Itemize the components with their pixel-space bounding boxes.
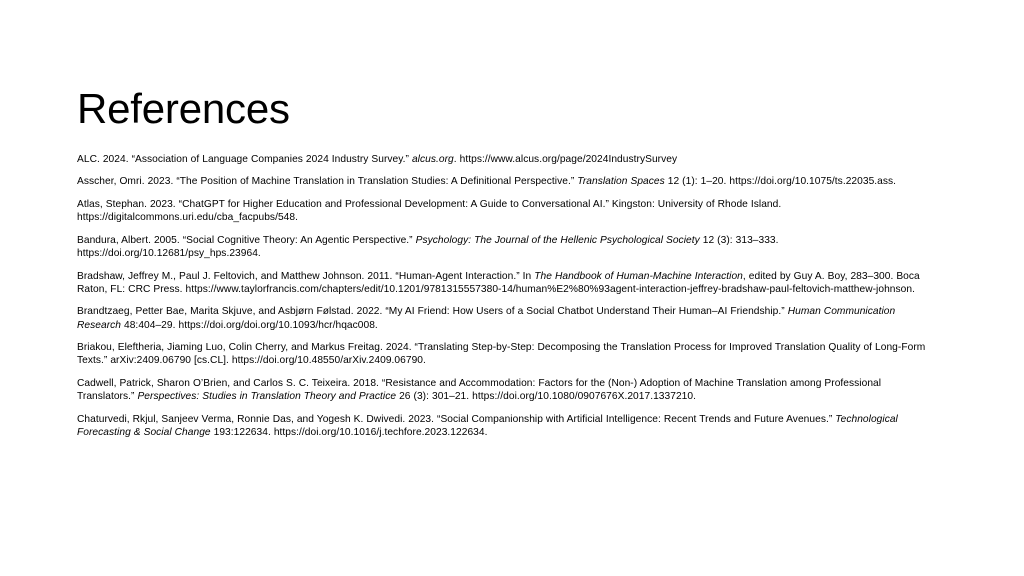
reference-entry: Atlas, Stephan. 2023. “ChatGPT for Higher Education and Professional Development: A Guide to Conversational AI.” Kingston: University of Rhode Island. https://digitalcommons.uri.edu/cba_facpubs/548.	[77, 198, 782, 224]
reference-entry: ALC. 2024. “Association of Language Companies 2024 Industry Survey.” alcus.org. https://www.alcus.org/page/2024IndustrySurvey	[77, 154, 678, 165]
reference-entry: Bradshaw, Jeffrey M., Paul J. Feltovich, and Matthew Johnson. 2011. “Human-Agent Interaction.” In The Handbook of Human-Machine Interaction, edited by Guy A. Boy, 283–300. Boca Raton, FL: CRC Press. https://www.taylorfrancis.com/chapters/edit/10.1201/9781315557380-14/human%E2%80%93agent-interaction-jeffrey-bradshaw-paul-feltovich-matthew-johnson.	[77, 270, 920, 295]
page-title: References	[77, 85, 290, 133]
reference-entry: Chaturvedi, Rkjul, Sanjeev Verma, Ronnie Das, and Yogesh K. Dwivedi. 2023. “Social Companionship with Artificial Intelligence: Recent Trends and Future Avenues.” Technological Forecasting & Social Change 193:122634. https://doi.org/10.1016/j.techfore.2023.122634.	[77, 413, 898, 438]
reference-entry: Cadwell, Patrick, Sharon O’Brien, and Carlos S. C. Teixeira. 2018. “Resistance and Accommodation: Factors for the (Non-) Adoption of Machine Translation among Professional Translators.” Perspectives: Studies in Translation Theory and Practice 26 (3): 301–21. https://doi.org/10.1080/0907676X.2017.1337210.	[77, 377, 882, 403]
reference-entry: Bandura, Albert. 2005. “Social Cognitive Theory: An Agentic Perspective.” Psychology: The Journal of the Hellenic Psychological Society 12 (3): 313–333. https://doi.org/10.12681/psy_hps.23964.	[77, 234, 779, 260]
reference-entry: Asscher, Omri. 2023. “The Position of Machine Translation in Translation Studies: A Definitional Perspective.” Translation Spaces 12 (1): 1–20. https://doi.org/10.1075/ts.22035.ass.	[77, 176, 897, 188]
reference-entry: Brandtzaeg, Petter Bae, Marita Skjuve, and Asbjørn Følstad. 2022. “My AI Friend: How Users of a Social Chatbot Understand Their Human–AI Friendship.” Human Communication Research 48:404–29. https://doi.org/doi.org/10.1093/hcr/hqac008.	[77, 306, 896, 331]
reference-entry: Briakou, Eleftheria, Jiaming Luo, Colin Cherry, and Markus Freitag. 2024. “Translating Step-by-Step: Decomposing the Translation Process for Improved Translation Quality of Long-Form Texts.” arXiv:2409.06790 [cs.CL]. https://doi.org/10.48550/arXiv.2409.06790.	[77, 342, 926, 367]
references-list	[77, 153, 935, 448]
